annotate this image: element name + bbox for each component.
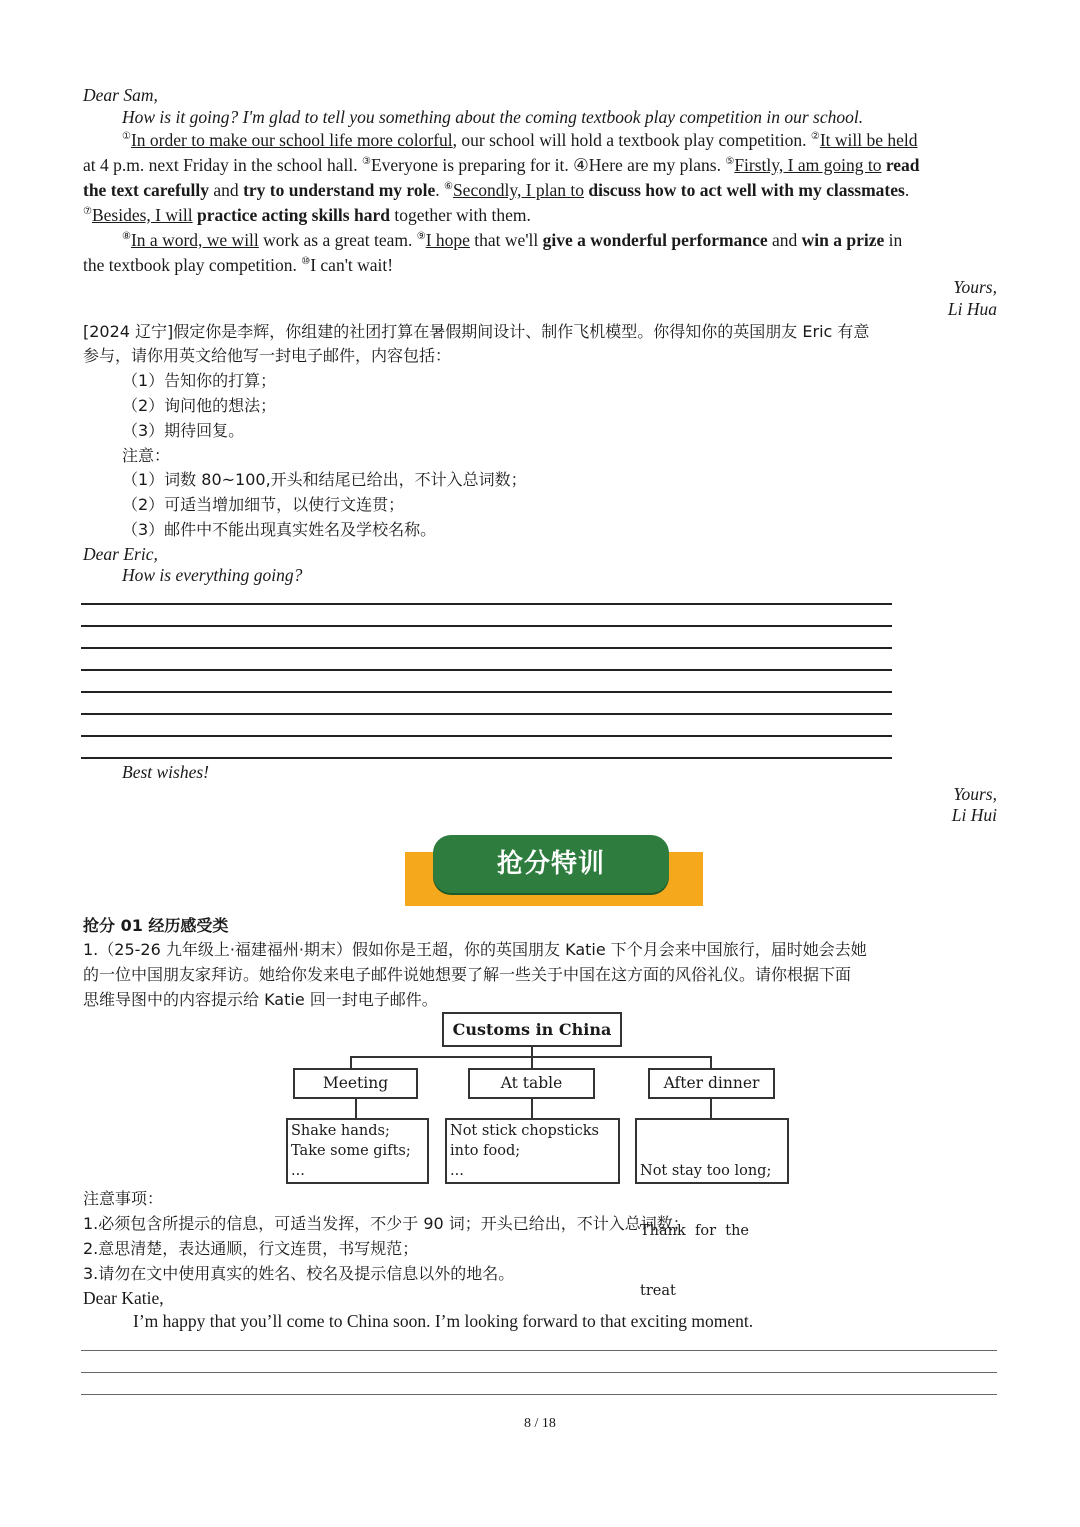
phrase-i-hope: I hope <box>425 230 470 250</box>
phrase-besides: Besides, I will <box>91 205 193 225</box>
mindmap-leaf-meeting <box>286 1118 429 1184</box>
letter1-para-line-5 <box>122 228 997 252</box>
letter1-closing: Yours, <box>953 277 997 297</box>
leaf-line: Thank for the <box>640 1223 749 1239</box>
leaf-line: ... <box>291 1163 305 1179</box>
text: together with them. <box>394 205 531 225</box>
text: work as a great team. <box>263 230 413 250</box>
num-1: ① <box>122 131 131 142</box>
page-number: 8 / 18 <box>524 1416 556 1431</box>
writing-line[interactable] <box>81 735 892 737</box>
mindmap-root: Customs in China <box>442 1012 622 1047</box>
mindmap-connector <box>355 1099 357 1118</box>
task-intro-line-1: [2024 辽宁]假定你是李辉，你组建的社团打算在暑假期间设计、制作飞机模型。你得知你的英国朋友 Eric 有意 <box>83 322 870 341</box>
letter1-para-line-4 <box>83 203 531 227</box>
bold-read: read <box>885 155 920 175</box>
text: , our school will hold a textbook play competition. <box>452 130 811 150</box>
text: the textbook play competition. <box>83 255 302 275</box>
leaf-line: into food; <box>450 1143 521 1159</box>
notes-title: 注意事项： <box>83 1189 164 1208</box>
task-item-1: （1）告知你的打算； <box>122 371 277 390</box>
writing-line[interactable] <box>81 603 892 605</box>
text: at 4 p.m. next Friday in the school hall. <box>83 155 362 175</box>
bold-phrase: win a prize <box>801 230 885 250</box>
task-intro-line-2: 参与，请你用英文给他写一封电子邮件，内容包括： <box>83 346 452 365</box>
mindmap-connector <box>350 1056 352 1068</box>
num-9: ⑨ <box>416 231 426 242</box>
num-7: ⑦ <box>83 206 92 217</box>
bold-phrase: give a wonderful performance <box>542 230 768 250</box>
bold-phrase: the text carefully <box>83 180 210 200</box>
phrase-it-will-be-held: It will be held <box>819 130 918 150</box>
letter1-para-line-6 <box>83 253 393 277</box>
bold-phrase: practice acting skills hard <box>196 205 390 225</box>
eric-ending: Best wishes! <box>122 762 210 782</box>
bold-phrase: try to understand my role <box>243 180 436 200</box>
leaf-line: treat <box>640 1283 676 1299</box>
text: Everyone is preparing for it. ④Here are my plans. <box>370 155 726 175</box>
task-note-title: 注意： <box>122 446 171 465</box>
mindmap-branch-meeting: Meeting <box>293 1068 418 1099</box>
task-item-3: （3）期待回复。 <box>122 421 245 440</box>
writing-line[interactable] <box>81 757 892 759</box>
text: . <box>904 180 910 200</box>
leaf-line: Not stick chopsticks <box>450 1123 600 1139</box>
text: in <box>888 230 903 250</box>
letter1-para-line-3 <box>83 178 997 202</box>
letter1-greeting: Dear Sam, <box>83 85 158 105</box>
eric-greeting: Dear Eric, <box>83 544 158 564</box>
notes-item-2: 2.意思清楚，表达通顺，行文连贯，书写规范； <box>83 1239 419 1258</box>
phrase-in-a-word: In a word, we will <box>130 230 259 250</box>
mindmap-branch-after-dinner: After dinner <box>648 1068 775 1099</box>
phrase-in-order-to: In order to make our school life more colorful <box>130 130 453 150</box>
writing-line[interactable] <box>81 691 892 693</box>
question-line-3: 思维导图中的内容提示给 Katie 回一封电子邮件。 <box>83 990 438 1009</box>
writing-line[interactable] <box>81 1372 997 1373</box>
mindmap-connector <box>710 1099 712 1118</box>
banner-title: 抢分特训 <box>496 849 605 879</box>
letter1-para-line-1 <box>122 128 997 152</box>
letter1-para-line-2 <box>83 153 997 177</box>
num-10: ⑩ <box>301 256 311 267</box>
writing-line[interactable] <box>81 625 892 627</box>
task-note-3: （3）邮件中不能出现真实姓名及学校名称。 <box>122 520 437 539</box>
leaf-line: Shake hands; <box>291 1123 390 1139</box>
text: and <box>771 230 798 250</box>
text: I can't wait! <box>310 255 394 275</box>
notes-item-1: 1.必须包含所提示的信息，可适当发挥，不少于 90 词；开头已给出，不计入总词数； <box>83 1214 689 1233</box>
notes-item-3: 3.请勿在文中使用真实的姓名、校名及提示信息以外的地名。 <box>83 1264 515 1283</box>
bold-phrase: discuss how to act well with my classmates <box>588 180 905 200</box>
eric-signature: Li Hui <box>951 805 997 825</box>
letter1-signature: Li Hua <box>947 299 997 319</box>
writing-line[interactable] <box>81 1350 997 1351</box>
writing-line[interactable] <box>81 647 892 649</box>
leaf-line: Take some gifts; <box>291 1143 411 1159</box>
letter1-opening: How is it going? I'm glad to tell you something about the coming textbook play competition in our school. <box>122 107 864 127</box>
question-line-1: 1.（25-26 九年级上·福建福州·期末）假如你是王超，你的英国朋友 Katie 下个月会来中国旅行，届时她会去她 <box>83 940 867 959</box>
leaf-line: ... <box>450 1163 464 1179</box>
question-line-2: 的一位中国朋友家拜访。她给你发来电子邮件说她想要了解一些关于中国在这方面的风俗礼仪。请你根据下面 <box>83 965 852 984</box>
mindmap-connector <box>710 1056 712 1068</box>
mindmap-connector <box>531 1099 533 1118</box>
eric-opening: How is everything going? <box>122 565 303 585</box>
phrase-secondly: Secondly, I plan to <box>452 180 585 200</box>
mindmap-branch-at-table: At table <box>468 1068 595 1099</box>
mindmap-leaf-after-dinner <box>635 1118 789 1299</box>
mindmap-leaf-at-table <box>445 1118 620 1184</box>
katie-greeting: Dear Katie, <box>83 1288 164 1308</box>
task-item-2: （2）询问他的想法； <box>122 396 277 415</box>
num-2: ② <box>810 131 820 142</box>
num-6: ⑥ <box>443 181 453 192</box>
writing-line[interactable] <box>81 669 892 671</box>
leaf-line: Not stay too long; <box>640 1163 772 1179</box>
task-note-2: （2）可适当增加细节，以使行文连贯； <box>122 495 405 514</box>
writing-line[interactable] <box>81 713 892 715</box>
writing-line[interactable] <box>81 1394 997 1395</box>
num-3: ③ <box>361 156 371 167</box>
mindmap-connector <box>531 1056 533 1068</box>
eric-closing: Yours, <box>953 784 997 804</box>
num-5: ⑤ <box>725 156 735 167</box>
section-heading: 抢分 01 经历感受类 <box>83 916 229 935</box>
katie-opening: I’m happy that you’ll come to China soon. I’m looking forward to that exciting moment. <box>133 1311 754 1331</box>
text: that we'll <box>474 230 539 250</box>
num-8: ⑧ <box>122 231 131 242</box>
task-note-1: （1）词数 80~100,开头和结尾已给出，不计入总词数； <box>122 470 527 489</box>
phrase-firstly: Firstly, I am going to <box>734 155 882 175</box>
text: . <box>435 180 440 200</box>
text: and <box>213 180 239 200</box>
